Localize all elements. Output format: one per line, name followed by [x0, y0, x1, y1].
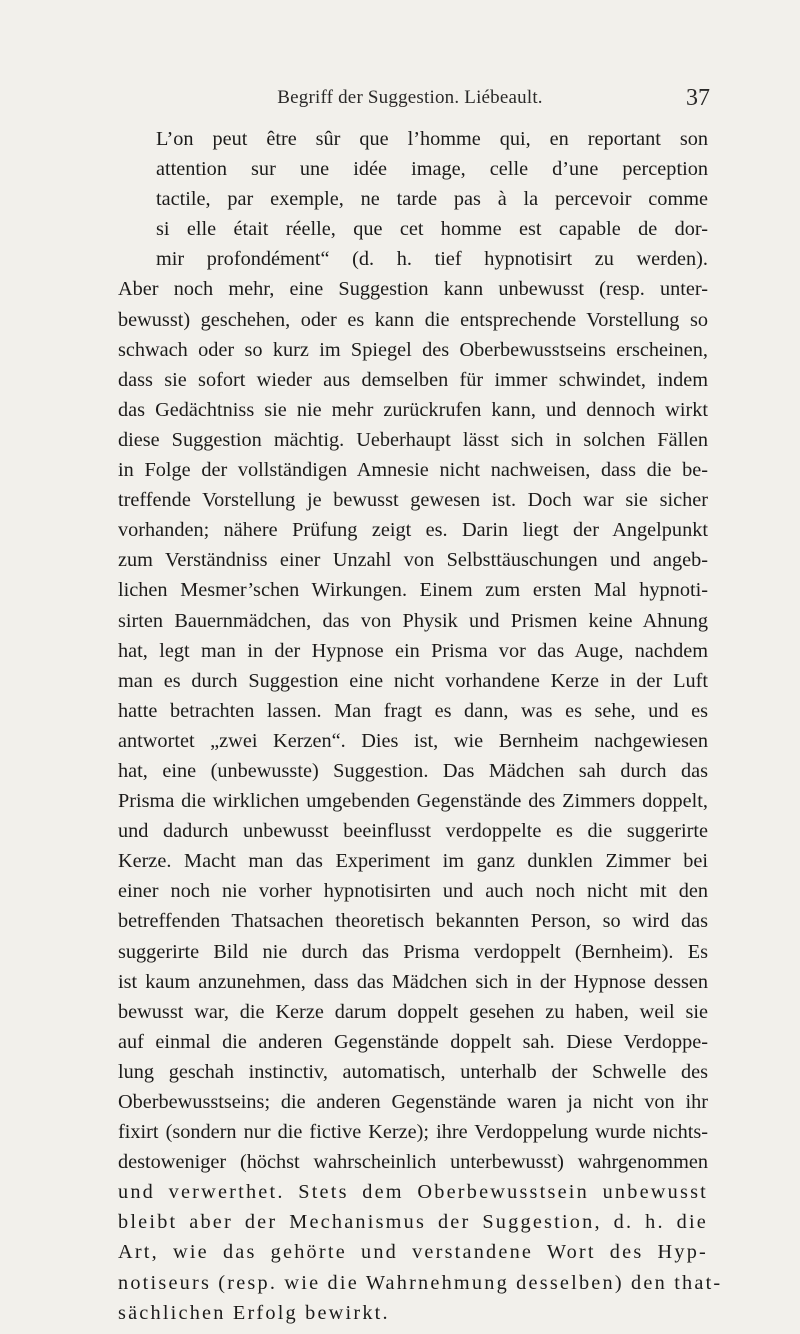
text-line: attention sur une idée image, celle d’une perception: [156, 158, 708, 181]
text-line: lichen Mesmer’schen Wirkungen. Einem zum ersten Mal hypnoti-: [118, 579, 708, 602]
text-line: L’on peut être sûr que l’homme qui, en reportant son: [156, 128, 708, 150]
text-line: tactile, par exemple, ne tarde pas à la percevoir comme: [156, 188, 708, 211]
text-line: sirten Bauernmädchen, das von Physik und Prismen keine Ahnung: [118, 609, 708, 632]
body-text: [118, 124, 723, 1328]
text-line: Aber noch mehr, eine Suggestion kann unbewusst (resp. unter-: [118, 278, 708, 301]
page-number: 37: [686, 85, 710, 111]
text-line: destoweniger (höchst wahrscheinlich unterbewusst) wahrgenommen: [118, 1151, 708, 1174]
text-line: dass sie sofort wieder aus demselben für immer schwindet, indem: [118, 368, 708, 391]
page-header: [150, 85, 710, 113]
text-line: in Folge der vollständigen Amnesie nicht nachweisen, dass die be-: [118, 459, 708, 482]
text-line: si elle était réelle, que cet homme est capable de dor-: [156, 218, 708, 241]
text-line: schwach oder so kurz im Spiegel des Oberbewusstseins erscheinen,: [118, 338, 708, 361]
text-line: auf einmal die anderen Gegenstände doppelt sah. Diese Verdoppe-: [118, 1030, 708, 1053]
text-line: man es durch Suggestion eine nicht vorhandene Kerze in der Luft: [118, 669, 708, 692]
text-line: Prisma die wirklichen umgebenden Gegenstände des Zimmers doppelt,: [118, 790, 708, 813]
running-title: Begriff der Suggestion. Liébeault.: [277, 87, 543, 108]
text-line: antwortet „zwei Kerzen“. Dies ist, wie Bernheim nachgewiesen: [118, 729, 708, 752]
text-line-spaced: bleibt aber der Mechanismus der Suggestion, d. h. die: [118, 1211, 708, 1234]
text-line: suggerirte Bild nie durch das Prisma verdoppelt (Bernheim). Es: [118, 940, 708, 963]
text-line: bewusst war, die Kerze darum doppelt gesehen zu haben, weil sie: [118, 1000, 708, 1023]
text-line-spaced: und verwerthet. Stets dem Oberbewusstsein unbewusst: [118, 1181, 708, 1204]
text-line: Oberbewusstseins; die anderen Gegenstände waren ja nicht von ihr: [118, 1091, 708, 1113]
text-line: diese Suggestion mächtig. Ueberhaupt lässt sich in solchen Fällen: [118, 428, 708, 451]
text-line-spaced: Art, wie das gehörte und verstandene Wort des Hyp-: [118, 1241, 708, 1264]
text-line: betreffenden Thatsachen theoretisch bekannten Person, so wird das: [118, 910, 708, 933]
text-line: ist kaum anzunehmen, dass das Mädchen sich in der Hypnose dessen: [118, 970, 708, 993]
text-line: hatte betrachten lassen. Man fragt es dann, was es sehe, und es: [118, 699, 708, 722]
text-line-spaced: sächlichen Erfolg bewirkt.: [118, 1301, 390, 1324]
text-line: hat, eine (unbewusste) Suggestion. Das Mädchen sah durch das: [118, 759, 708, 782]
text-line: Kerze. Macht man das Experiment im ganz dunklen Zimmer bei: [118, 850, 708, 873]
text-line-spaced: notiseurs (resp. wie die Wahrnehmung desselben) den that-: [118, 1271, 723, 1294]
text-line: mir profondément“ (d. h. tief hypnotisirt zu werden).: [156, 248, 708, 271]
text-line: einer noch nie vorher hypnotisirten und auch noch nicht mit den: [118, 880, 708, 903]
text-line: zum Verständniss einer Unzahl von Selbsttäuschungen und angeb-: [118, 549, 708, 572]
text-line: das Gedächtniss sie nie mehr zurückrufen kann, und dennoch wirkt: [118, 398, 708, 421]
text-line: vorhanden; nähere Prüfung zeigt es. Darin liegt der Angelpunkt: [118, 519, 708, 542]
text-line: hat, legt man in der Hypnose ein Prisma vor das Auge, nachdem: [118, 639, 708, 662]
text-line: bewusst) geschehen, oder es kann die entsprechende Vorstellung so: [118, 308, 708, 331]
text-line: lung geschah instinctiv, automatisch, unterhalb der Schwelle des: [118, 1060, 708, 1083]
text-line: treffende Vorstellung je bewusst gewesen ist. Doch war sie sicher: [118, 489, 708, 512]
text-line: fixirt (sondern nur die fictive Kerze); ihre Verdoppelung wurde nichts-: [118, 1121, 708, 1144]
text-line: und dadurch unbewusst beeinflusst verdoppelte es die suggerirte: [118, 820, 708, 843]
